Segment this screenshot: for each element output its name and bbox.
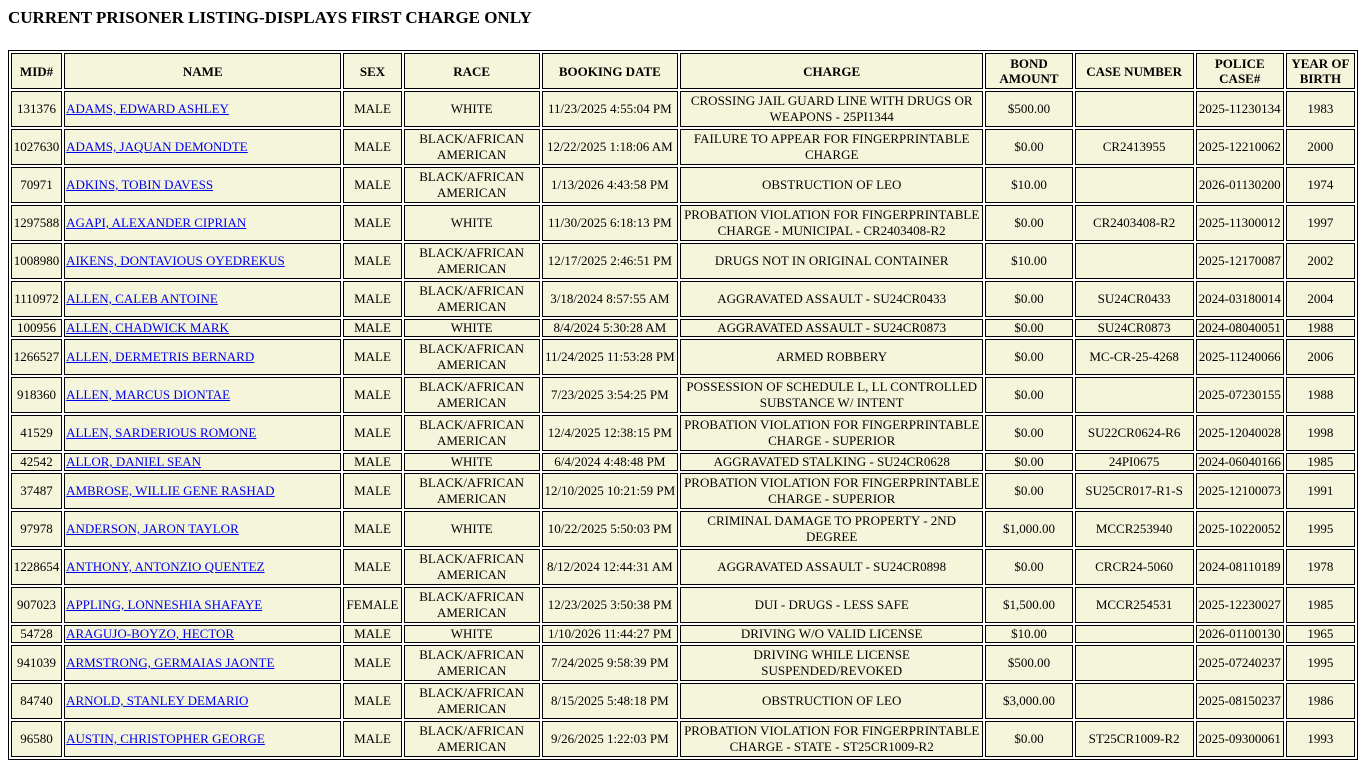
cell-case-number: ST25CR1009-R2 — [1075, 721, 1194, 757]
cell-bond-amount: $500.00 — [985, 91, 1072, 127]
cell-sex: MALE — [343, 281, 401, 317]
cell-charge: AGGRAVATED ASSAULT - SU24CR0433 — [680, 281, 983, 317]
cell-year-of-birth: 1995 — [1286, 645, 1355, 681]
cell-year-of-birth: 1985 — [1286, 453, 1355, 471]
cell-police-case: 2026-01100130 — [1196, 625, 1284, 643]
cell-bond-amount: $10.00 — [985, 243, 1072, 279]
cell-race: WHITE — [404, 91, 540, 127]
cell-mid: 70971 — [11, 167, 62, 203]
cell-name — [64, 549, 341, 585]
cell-race: WHITE — [404, 625, 540, 643]
cell-case-number — [1075, 625, 1194, 643]
cell-name — [64, 205, 341, 241]
cell-name — [64, 511, 341, 547]
table-row — [11, 453, 1355, 471]
cell-sex: MALE — [343, 91, 401, 127]
cell-booking-date: 11/23/2025 4:55:04 PM — [542, 91, 678, 127]
table-row — [11, 377, 1355, 413]
cell-case-number: MCCR253940 — [1075, 511, 1194, 547]
cell-sex: MALE — [343, 339, 401, 375]
cell-bond-amount: $500.00 — [985, 645, 1072, 681]
cell-booking-date: 3/18/2024 8:57:55 AM — [542, 281, 678, 317]
cell-case-number — [1075, 683, 1194, 719]
cell-mid: 84740 — [11, 683, 62, 719]
cell-year-of-birth: 2002 — [1286, 243, 1355, 279]
table-row — [11, 473, 1355, 509]
table-row — [11, 205, 1355, 241]
cell-bond-amount: $0.00 — [985, 319, 1072, 337]
cell-mid: 1027630 — [11, 129, 62, 165]
cell-bond-amount: $0.00 — [985, 377, 1072, 413]
cell-name — [64, 587, 341, 623]
prisoner-listing-table — [8, 50, 1358, 760]
cell-charge: PROBATION VIOLATION FOR FINGERPRINTABLE CHARGE - SUPERIOR — [680, 415, 983, 451]
cell-case-number: MCCR254531 — [1075, 587, 1194, 623]
cell-name — [64, 243, 341, 279]
cell-race: BLACK/AFRICAN AMERICAN — [404, 721, 540, 757]
cell-sex: MALE — [343, 473, 401, 509]
cell-name — [64, 319, 341, 337]
cell-year-of-birth: 1997 — [1286, 205, 1355, 241]
header-charge: CHARGE — [680, 53, 983, 89]
cell-charge: FAILURE TO APPEAR FOR FINGERPRINTABLE CHARGE — [680, 129, 983, 165]
cell-year-of-birth: 1993 — [1286, 721, 1355, 757]
cell-charge: CRIMINAL DAMAGE TO PROPERTY - 2ND DEGREE — [680, 511, 983, 547]
cell-race: BLACK/AFRICAN AMERICAN — [404, 549, 540, 585]
cell-bond-amount: $10.00 — [985, 625, 1072, 643]
cell-booking-date: 6/4/2024 4:48:48 PM — [542, 453, 678, 471]
cell-police-case: 2024-06040166 — [1196, 453, 1284, 471]
prisoner-name-link[interactable]: ARMSTRONG, GERMAIAS JAONTE — [66, 655, 275, 670]
prisoner-name-link[interactable]: ANTHONY, ANTONZIO QUENTEZ — [66, 559, 265, 574]
cell-police-case: 2025-09300061 — [1196, 721, 1284, 757]
cell-bond-amount: $10.00 — [985, 167, 1072, 203]
cell-police-case: 2025-08150237 — [1196, 683, 1284, 719]
cell-sex: MALE — [343, 129, 401, 165]
header-year-of-birth: YEAR OF BIRTH — [1286, 53, 1355, 89]
header-sex: SEX — [343, 53, 401, 89]
cell-booking-date: 7/24/2025 9:58:39 PM — [542, 645, 678, 681]
cell-year-of-birth: 1998 — [1286, 415, 1355, 451]
cell-name — [64, 683, 341, 719]
table-row — [11, 167, 1355, 203]
cell-booking-date: 8/15/2025 5:48:18 PM — [542, 683, 678, 719]
table-row — [11, 243, 1355, 279]
cell-sex: MALE — [343, 683, 401, 719]
cell-name — [64, 453, 341, 471]
cell-case-number: CRCR24-5060 — [1075, 549, 1194, 585]
cell-year-of-birth: 1985 — [1286, 587, 1355, 623]
cell-year-of-birth: 2000 — [1286, 129, 1355, 165]
cell-race: BLACK/AFRICAN AMERICAN — [404, 281, 540, 317]
cell-mid: 1266527 — [11, 339, 62, 375]
cell-race: BLACK/AFRICAN AMERICAN — [404, 473, 540, 509]
cell-booking-date: 7/23/2025 3:54:25 PM — [542, 377, 678, 413]
prisoner-name-link[interactable]: AIKENS, DONTAVIOUS OYEDREKUS — [66, 253, 285, 268]
prisoner-name-link[interactable]: ALLEN, DERMETRIS BERNARD — [66, 349, 255, 364]
table-row — [11, 587, 1355, 623]
cell-police-case: 2025-12230027 — [1196, 587, 1284, 623]
prisoner-name-link[interactable]: ALLEN, MARCUS DIONTAE — [66, 387, 231, 402]
cell-police-case: 2025-11300012 — [1196, 205, 1284, 241]
cell-police-case: 2025-07240237 — [1196, 645, 1284, 681]
cell-case-number: CR2403408-R2 — [1075, 205, 1194, 241]
cell-charge: AGGRAVATED ASSAULT - SU24CR0873 — [680, 319, 983, 337]
cell-race: WHITE — [404, 319, 540, 337]
cell-police-case: 2025-12040028 — [1196, 415, 1284, 451]
cell-year-of-birth: 1978 — [1286, 549, 1355, 585]
cell-bond-amount: $0.00 — [985, 473, 1072, 509]
cell-charge: AGGRAVATED STALKING - SU24CR0628 — [680, 453, 983, 471]
cell-police-case: 2025-12210062 — [1196, 129, 1284, 165]
cell-mid: 918360 — [11, 377, 62, 413]
cell-bond-amount: $3,000.00 — [985, 683, 1072, 719]
cell-police-case: 2025-10220052 — [1196, 511, 1284, 547]
header-row — [11, 53, 1355, 89]
cell-sex: MALE — [343, 549, 401, 585]
table-row — [11, 129, 1355, 165]
cell-charge: OBSTRUCTION OF LEO — [680, 167, 983, 203]
prisoner-name-link[interactable]: ARAGUJO-BOYZO, HECTOR — [66, 626, 235, 641]
prisoner-name-link[interactable]: ADAMS, EDWARD ASHLEY — [66, 101, 229, 116]
cell-mid: 1228654 — [11, 549, 62, 585]
table-row — [11, 645, 1355, 681]
cell-race: BLACK/AFRICAN AMERICAN — [404, 243, 540, 279]
cell-mid: 41529 — [11, 415, 62, 451]
cell-case-number — [1075, 645, 1194, 681]
cell-bond-amount: $0.00 — [985, 205, 1072, 241]
cell-race: WHITE — [404, 453, 540, 471]
cell-mid: 96580 — [11, 721, 62, 757]
cell-year-of-birth: 1988 — [1286, 377, 1355, 413]
cell-charge: DRIVING W/O VALID LICENSE — [680, 625, 983, 643]
cell-year-of-birth: 1988 — [1286, 319, 1355, 337]
cell-race: BLACK/AFRICAN AMERICAN — [404, 129, 540, 165]
cell-case-number — [1075, 91, 1194, 127]
cell-charge: CROSSING JAIL GUARD LINE WITH DRUGS OR WEAPONS - 25PI1344 — [680, 91, 983, 127]
cell-charge: AGGRAVATED ASSAULT - SU24CR0898 — [680, 549, 983, 585]
cell-charge: POSSESSION OF SCHEDULE L, LL CONTROLLED SUBSTANCE W/ INTENT — [680, 377, 983, 413]
cell-bond-amount: $0.00 — [985, 281, 1072, 317]
cell-police-case: 2025-07230155 — [1196, 377, 1284, 413]
cell-case-number: SU24CR0433 — [1075, 281, 1194, 317]
cell-booking-date: 8/12/2024 12:44:31 AM — [542, 549, 678, 585]
cell-name — [64, 473, 341, 509]
cell-booking-date: 12/22/2025 1:18:06 AM — [542, 129, 678, 165]
cell-race: WHITE — [404, 205, 540, 241]
cell-booking-date: 10/22/2025 5:50:03 PM — [542, 511, 678, 547]
cell-charge: PROBATION VIOLATION FOR FINGERPRINTABLE CHARGE - STATE - ST25CR1009-R2 — [680, 721, 983, 757]
cell-bond-amount: $0.00 — [985, 721, 1072, 757]
cell-sex: MALE — [343, 453, 401, 471]
header-case-number: CASE NUMBER — [1075, 53, 1194, 89]
cell-sex: MALE — [343, 625, 401, 643]
cell-charge: PROBATION VIOLATION FOR FINGERPRINTABLE CHARGE - MUNICIPAL - CR2403408-R2 — [680, 205, 983, 241]
cell-booking-date: 12/10/2025 10:21:59 PM — [542, 473, 678, 509]
header-bond-amount: BOND AMOUNT — [985, 53, 1072, 89]
table-row — [11, 625, 1355, 643]
header-name: NAME — [64, 53, 341, 89]
cell-charge: ARMED ROBBERY — [680, 339, 983, 375]
cell-mid: 907023 — [11, 587, 62, 623]
cell-year-of-birth: 1974 — [1286, 167, 1355, 203]
cell-mid: 1110972 — [11, 281, 62, 317]
cell-charge: DUI - DRUGS - LESS SAFE — [680, 587, 983, 623]
cell-name — [64, 91, 341, 127]
cell-police-case: 2024-08110189 — [1196, 549, 1284, 585]
cell-race: BLACK/AFRICAN AMERICAN — [404, 587, 540, 623]
header-police-case: POLICE CASE# — [1196, 53, 1284, 89]
cell-police-case: 2025-11230134 — [1196, 91, 1284, 127]
cell-police-case: 2025-12170087 — [1196, 243, 1284, 279]
cell-police-case: 2025-11240066 — [1196, 339, 1284, 375]
cell-sex: MALE — [343, 205, 401, 241]
cell-booking-date: 9/26/2025 1:22:03 PM — [542, 721, 678, 757]
cell-booking-date: 1/10/2026 11:44:27 PM — [542, 625, 678, 643]
cell-race: BLACK/AFRICAN AMERICAN — [404, 683, 540, 719]
cell-case-number: 24PI0675 — [1075, 453, 1194, 471]
cell-police-case: 2024-08040051 — [1196, 319, 1284, 337]
cell-race: BLACK/AFRICAN AMERICAN — [404, 167, 540, 203]
cell-mid: 54728 — [11, 625, 62, 643]
prisoner-name-link[interactable]: ALLEN, CHADWICK MARK — [66, 320, 229, 335]
table-row — [11, 91, 1355, 127]
cell-case-number: CR2413955 — [1075, 129, 1194, 165]
cell-sex: MALE — [343, 243, 401, 279]
cell-year-of-birth: 1983 — [1286, 91, 1355, 127]
table-row — [11, 415, 1355, 451]
cell-mid: 100956 — [11, 319, 62, 337]
cell-race: BLACK/AFRICAN AMERICAN — [404, 645, 540, 681]
cell-sex: FEMALE — [343, 587, 401, 623]
cell-name — [64, 339, 341, 375]
table-row — [11, 721, 1355, 757]
cell-year-of-birth: 2006 — [1286, 339, 1355, 375]
cell-year-of-birth: 1965 — [1286, 625, 1355, 643]
cell-booking-date: 11/24/2025 11:53:28 PM — [542, 339, 678, 375]
cell-year-of-birth: 2004 — [1286, 281, 1355, 317]
cell-name — [64, 721, 341, 757]
header-booking-date: BOOKING DATE — [542, 53, 678, 89]
cell-booking-date: 12/4/2025 12:38:15 PM — [542, 415, 678, 451]
prisoner-name-link[interactable]: AMBROSE, WILLIE GENE RASHAD — [66, 483, 275, 498]
table-row — [11, 319, 1355, 337]
cell-sex: MALE — [343, 377, 401, 413]
cell-police-case: 2026-01130200 — [1196, 167, 1284, 203]
cell-year-of-birth: 1991 — [1286, 473, 1355, 509]
table-row — [11, 549, 1355, 585]
cell-booking-date: 12/23/2025 3:50:38 PM — [542, 587, 678, 623]
prisoner-name-link[interactable]: AUSTIN, CHRISTOPHER GEORGE — [66, 731, 265, 746]
table-row — [11, 511, 1355, 547]
cell-year-of-birth: 1986 — [1286, 683, 1355, 719]
cell-mid: 941039 — [11, 645, 62, 681]
cell-year-of-birth: 1995 — [1286, 511, 1355, 547]
cell-race: BLACK/AFRICAN AMERICAN — [404, 377, 540, 413]
cell-race: WHITE — [404, 511, 540, 547]
cell-booking-date: 11/30/2025 6:18:13 PM — [542, 205, 678, 241]
cell-name — [64, 645, 341, 681]
cell-case-number: SU24CR0873 — [1075, 319, 1194, 337]
cell-bond-amount: $0.00 — [985, 129, 1072, 165]
cell-booking-date: 8/4/2024 5:30:28 AM — [542, 319, 678, 337]
header-race: RACE — [404, 53, 540, 89]
cell-sex: MALE — [343, 511, 401, 547]
prisoner-name-link[interactable]: ADKINS, TOBIN DAVESS — [66, 177, 214, 192]
header-mid: MID# — [11, 53, 62, 89]
cell-sex: MALE — [343, 319, 401, 337]
cell-mid: 131376 — [11, 91, 62, 127]
cell-charge: OBSTRUCTION OF LEO — [680, 683, 983, 719]
table-row — [11, 683, 1355, 719]
cell-case-number — [1075, 377, 1194, 413]
prisoner-name-link[interactable]: ALLEN, CALEB ANTOINE — [66, 291, 218, 306]
cell-sex: MALE — [343, 415, 401, 451]
cell-case-number: SU22CR0624-R6 — [1075, 415, 1194, 451]
cell-bond-amount: $1,000.00 — [985, 511, 1072, 547]
cell-case-number: MC-CR-25-4268 — [1075, 339, 1194, 375]
table-row — [11, 339, 1355, 375]
cell-name — [64, 415, 341, 451]
cell-case-number — [1075, 243, 1194, 279]
cell-name — [64, 129, 341, 165]
cell-bond-amount: $0.00 — [985, 415, 1072, 451]
cell-sex: MALE — [343, 721, 401, 757]
cell-charge: DRUGS NOT IN ORIGINAL CONTAINER — [680, 243, 983, 279]
cell-sex: MALE — [343, 167, 401, 203]
cell-bond-amount: $0.00 — [985, 549, 1072, 585]
cell-name — [64, 377, 341, 413]
page-title: CURRENT PRISONER LISTING-DISPLAYS FIRST CHARGE ONLY — [8, 8, 532, 27]
prisoner-name-link[interactable]: AGAPI, ALEXANDER CIPRIAN — [66, 215, 247, 230]
cell-name — [64, 625, 341, 643]
prisoner-name-link[interactable]: ARNOLD, STANLEY DEMARIO — [66, 693, 249, 708]
cell-mid: 97978 — [11, 511, 62, 547]
cell-bond-amount: $0.00 — [985, 339, 1072, 375]
cell-case-number — [1075, 167, 1194, 203]
prisoner-name-link[interactable]: ANDERSON, JARON TAYLOR — [66, 521, 239, 536]
cell-bond-amount: $0.00 — [985, 453, 1072, 471]
prisoner-name-link[interactable]: ALLEN, SARDERIOUS ROMONE — [66, 425, 257, 440]
cell-sex: MALE — [343, 645, 401, 681]
cell-mid: 1008980 — [11, 243, 62, 279]
cell-mid: 42542 — [11, 453, 62, 471]
cell-mid: 37487 — [11, 473, 62, 509]
cell-bond-amount: $1,500.00 — [985, 587, 1072, 623]
cell-booking-date: 12/17/2025 2:46:51 PM — [542, 243, 678, 279]
prisoner-name-link[interactable]: ALLOR, DANIEL SEAN — [66, 454, 201, 469]
cell-police-case: 2024-03180014 — [1196, 281, 1284, 317]
cell-police-case: 2025-12100073 — [1196, 473, 1284, 509]
cell-mid: 1297588 — [11, 205, 62, 241]
cell-charge: PROBATION VIOLATION FOR FINGERPRINTABLE CHARGE - SUPERIOR — [680, 473, 983, 509]
cell-name — [64, 281, 341, 317]
cell-case-number: SU25CR017-R1-S — [1075, 473, 1194, 509]
prisoner-name-link[interactable]: ADAMS, JAQUAN DEMONDTE — [66, 139, 248, 154]
cell-name — [64, 167, 341, 203]
prisoner-name-link[interactable]: APPLING, LONNESHIA SHAFAYE — [66, 597, 263, 612]
cell-booking-date: 1/13/2026 4:43:58 PM — [542, 167, 678, 203]
table-row — [11, 281, 1355, 317]
cell-race: BLACK/AFRICAN AMERICAN — [404, 415, 540, 451]
cell-race: BLACK/AFRICAN AMERICAN — [404, 339, 540, 375]
cell-charge: DRIVING WHILE LICENSE SUSPENDED/REVOKED — [680, 645, 983, 681]
